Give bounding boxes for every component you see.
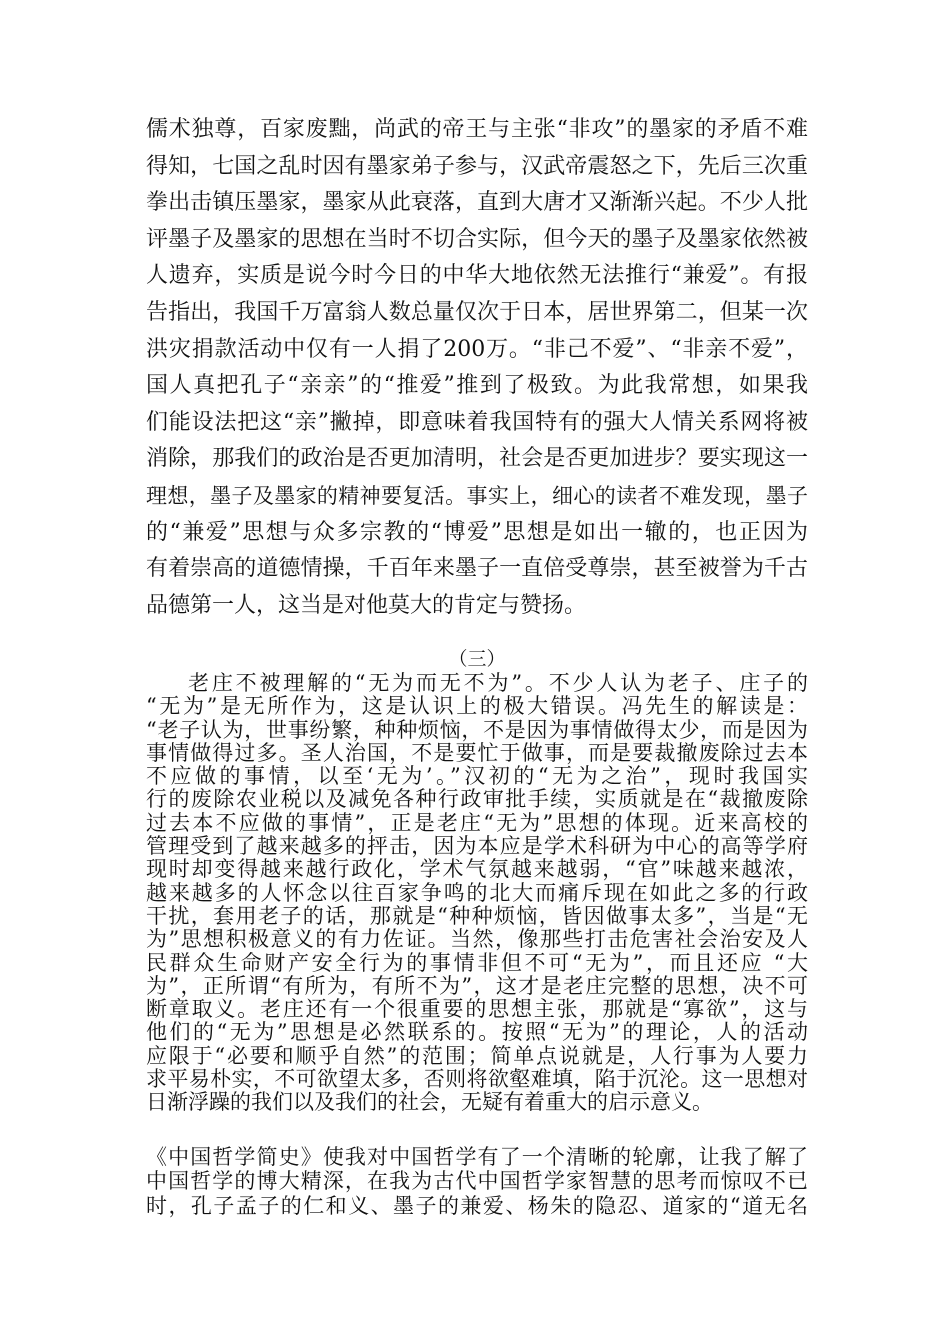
- paragraph-wuwei: [146, 672, 808, 1115]
- text-line: 们能设法把这“亲”撇掉，即意味着我国特有的强大人情关系网将被: [146, 409, 808, 435]
- text-line: 有着崇高的道德情操，千百年来墨子一直倍受尊崇，甚至被誉为千古: [146, 556, 808, 582]
- text-line: “老子认为，世事纷繁，种种烦恼，不是因为事情做得太少，而是因为: [146, 717, 808, 742]
- text-line: 事情做得过多。圣人治国，不是要忙于做事，而是要裁撤废除过去本: [146, 740, 808, 765]
- section-heading: （三）: [448, 648, 506, 670]
- text-line: 日渐浮躁的我们以及我们的社会，无疑有着重大的启示意义。: [146, 1090, 713, 1115]
- text-line: 拳出击镇压墨家，墨家从此衰落，直到大唐才又渐渐兴起。不少人批: [146, 190, 808, 216]
- text-line: 管理受到了越来越多的抨击，因为本应是学术科研为中心的高等学府: [146, 834, 808, 859]
- text-line: 为”，正所谓“有所为，有所不为”，这才是老庄完整的思想，决不可: [146, 973, 808, 998]
- text-line: 得知，七国之乱时因有墨家弟子参与，汉武帝震怒之下，先后三次重: [146, 153, 808, 179]
- text-line: 评墨子及墨家的思想在当时不切合实际，但今天的墨子及墨家依然被: [146, 226, 808, 252]
- text-line: 《中国哲学简史》使我对中国哲学有了一个清晰的轮廓，让我了解了: [146, 1145, 808, 1169]
- text-line: 不应做的事情，以至‘无为’。”汉初的“无为之治”，现时我国实: [146, 764, 808, 789]
- text-line: 求平易朴实，不可欲望太多，否则将欲壑难填，陷于沉沦。这一思想对: [146, 1067, 808, 1092]
- text-line: 洪灾捐款活动中仅有一人捐了200万。“非己不爱”、“非亲不爱”，: [146, 336, 808, 362]
- text-line: 断章取义。老庄还有一个很重要的思想主张，那就是“寡欲”，这与: [146, 997, 808, 1022]
- text-line: 人遗弃，实质是说今时今日的中华大地依然无法推行“兼爱”。有报: [146, 263, 808, 289]
- text-line: 行的废除农业税以及减免各种行政审批手续，实质就是在“裁撤废除: [146, 787, 808, 812]
- text-line: 儒术独尊，百家废黜，尚武的帝王与主张“非攻”的墨家的矛盾不难: [146, 117, 808, 142]
- text-line: 应限于“必要和顺乎自然”的范围；简单点说就是，人行事为人要力: [146, 1043, 808, 1068]
- text-line: 时，孔子孟子的仁和义、墨子的兼爱、杨朱的隐忍、道家的“道无名: [146, 1193, 808, 1218]
- text-line: 理想，墨子及墨家的精神要复活。事实上，细心的读者不难发现，墨子: [146, 483, 808, 508]
- text-line: 过去本不应做的事情”，正是老庄“无为”思想的体现。近来高校的: [146, 810, 808, 835]
- text-line: 民群众生命财产安全行为的事情非但不可“无为”，而且还应 “大: [146, 950, 808, 975]
- text-line: 他们的“无为”思想是必然联系的。按照“无为”的理论，人的活动: [146, 1020, 808, 1045]
- text-line: 的“兼爱”思想与众多宗教的“博爱”思想是如出一辙的，也正因为: [146, 519, 808, 545]
- text-line: 告指出，我国千万富翁人数总量仅次于日本，居世界第二，但某一次: [146, 299, 808, 325]
- text-line: 中国哲学的博大精深，在我为古代中国哲学家智慧的思考而惊叹不已: [146, 1169, 808, 1194]
- text-line: 现时却变得越来越行政化，学术气氛越来越弱，“官”味越来越浓，: [146, 857, 808, 882]
- text-line: 为”思想积极意义的有力佐证。当然，像那些打击危害社会治安及人: [146, 927, 808, 952]
- text-line: 干扰，套用老子的话，那就是“种种烦恼，皆因做事太多”，当是“无: [146, 903, 808, 928]
- text-line: 国人真把孔子“亲亲”的“推爱”推到了极致。为此我常想，如果我: [146, 373, 808, 399]
- text-line: 品德第一人，这当是对他莫大的肯定与赞扬。: [146, 592, 587, 618]
- text-line: 越来越多的人怀念以往百家争鸣的北大而痛斥现在如此之多的行政: [146, 880, 808, 905]
- paragraph-mohist-love: [146, 112, 808, 624]
- text-line: 消除，那我们的政治是否更加清明，社会是否更加进步？要实现这一: [146, 446, 808, 472]
- text-line: “无为”是无所作为，这是认识上的极大错误。冯先生的解读是：: [146, 694, 808, 719]
- paragraph-book-summary: [146, 1145, 808, 1218]
- text-line: 老庄不被理解的“无为而无不为”。不少人认为老子、庄子的: [188, 671, 808, 695]
